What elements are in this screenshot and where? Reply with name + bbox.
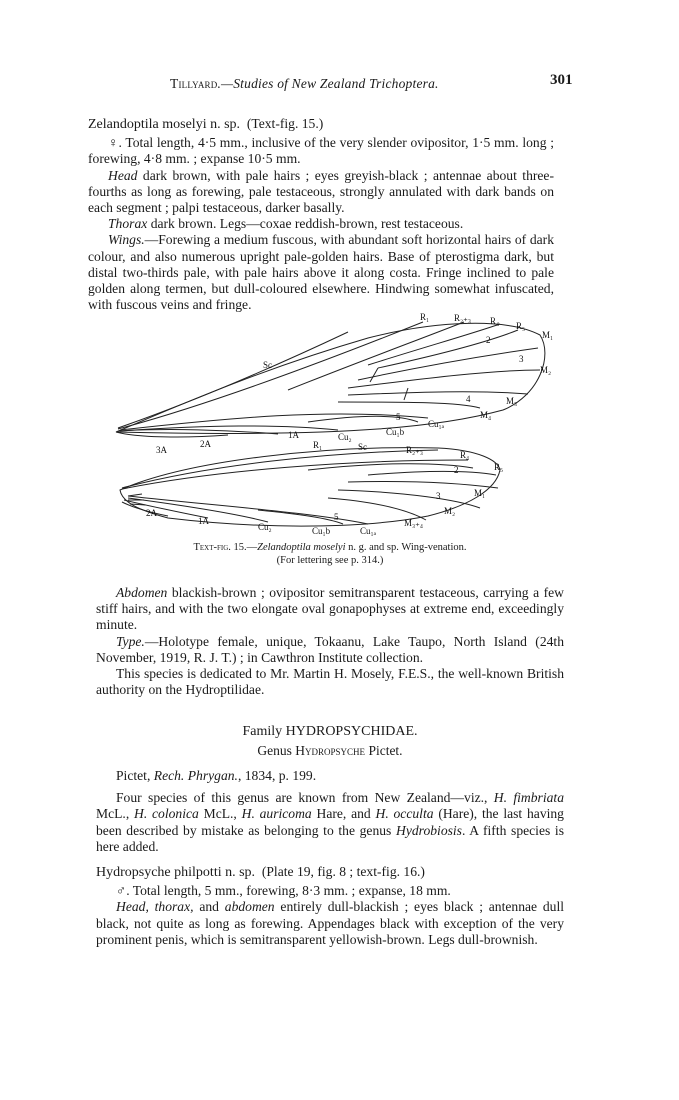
- species1-para-head: [88, 168, 554, 217]
- dedication-para: This species is dedicated to Mr. Martin H. Mosely, F.E.S., the well-known British authority on the Hydroptilidae.: [96, 666, 564, 698]
- fig-label-r5: R₅: [516, 321, 526, 331]
- fig-label-r23: R₂₊₃: [454, 313, 472, 323]
- species1-thorax-text: dark brown. Legs—coxae reddish-brown, rest testaceous.: [150, 216, 464, 232]
- species1-block: [88, 116, 554, 313]
- fig-label-3-fore: 3: [519, 354, 524, 364]
- species-colonica-author: McL.,: [203, 806, 237, 822]
- fig-label-m2: M₂: [540, 365, 552, 375]
- lead-abdomen: Abdomen: [116, 585, 168, 600]
- header-title: Studies of New Zealand Trichoptera.: [233, 76, 439, 91]
- fig-label-2a-fore: 2A: [200, 439, 211, 449]
- family-heading: Family HYDROPSYCHIDAE.: [242, 724, 418, 739]
- genus-name: Hydropsyche: [295, 743, 366, 758]
- species1-figref: (Text-fig. 15.): [246, 116, 324, 131]
- hindwing-vein-r1: [122, 460, 468, 489]
- fig-label-4-fore: 4: [466, 394, 471, 404]
- species1-para-thorax: [88, 216, 554, 232]
- hindwing-vein-m34: [328, 498, 426, 520]
- hindwing-vein-cu1a: [128, 496, 368, 524]
- forewing-vein-m1: [358, 348, 538, 380]
- species1-para-measure: ♀. Total length, 4·5 mm., inclusive of the very slender ovipositor, 1·5 mm. long ; forewing, 4·8 mm. ; expanse 10·5 mm.: [88, 135, 554, 167]
- species-colonica: H. colonica: [134, 806, 199, 822]
- fig-label-m2-hind: M₂: [444, 506, 456, 516]
- species2-description: [96, 899, 564, 948]
- genus-hydrobiosis: Hydrobiosis: [396, 822, 462, 838]
- species1-continued: [96, 585, 564, 698]
- lead-type: Type.: [116, 633, 145, 649]
- fig-label-cu1a-fore: Cu₁ₐ: [428, 419, 445, 429]
- genus-species-para: [96, 790, 564, 855]
- hindwing-vein-r4: [368, 471, 496, 475]
- genus-heading: [96, 743, 564, 759]
- species2-heading: Hydropsyche philpotti n. sp.: [96, 865, 256, 880]
- fig-label-sc-fore: Sc: [263, 360, 272, 370]
- forewing-vein-m3: [348, 392, 528, 395]
- species2-lead-abdomen: abdomen: [224, 899, 275, 915]
- species2-refs: (Plate 19, fig. 8 ; text-fig. 16.): [261, 864, 425, 879]
- fig-label-r1: R₁: [420, 312, 430, 322]
- species2-body: entirely dull-blackish ; eyes black ; antennae dull black, not quite as long as forewing. Appendages black with exception of the very prominent penis, which is semitransparent yellowish-brown. Legs dull-brownish.: [96, 899, 564, 947]
- fig-label-2-hind: 2: [454, 465, 459, 475]
- header-author: Tillyard: [170, 76, 218, 91]
- forewing-vein-r23: [288, 322, 464, 390]
- fig-label-sc-hind: Sc: [358, 442, 367, 452]
- ref-author: Pictet,: [116, 768, 151, 783]
- genus-para-c: . A fifth species is here added.: [96, 822, 564, 854]
- species2-block: [96, 864, 564, 948]
- running-header: Tillyard.—Studies of New Zealand Trichoptera.: [170, 76, 439, 91]
- species-auricoma: H. auricoma: [241, 806, 312, 822]
- lead-thorax: Thorax: [108, 216, 148, 232]
- fig-label-cu2-fore: Cu₂: [338, 432, 352, 442]
- fig-label-3-hind: 3: [436, 491, 441, 501]
- ref-rest: , 1834, p. 199.: [237, 768, 317, 783]
- fig-label-r5-hind: R₅: [494, 462, 504, 472]
- wing-venation-figure: [108, 310, 554, 540]
- species2-lead: Head, thorax,: [116, 899, 194, 915]
- fig-label-5-fore: 5: [396, 412, 401, 422]
- abdomen-para: [96, 585, 564, 634]
- fig-label-5-hind: 5: [334, 512, 339, 522]
- caption-species: Zelandoptila moselyi: [257, 542, 346, 553]
- fig-label-m1-hind: M₁: [474, 488, 486, 498]
- genus-para-a: Four species of this genus are known from New Zealand—viz.,: [116, 790, 488, 806]
- fig-label-r4-hind: R₄: [460, 450, 470, 460]
- genus-prefix: Genus: [257, 743, 292, 758]
- caption-rest: n. g. and sp. Wing-venation.: [348, 542, 467, 553]
- genus-block: [96, 768, 564, 855]
- fig-label-r4: R₄: [490, 316, 500, 326]
- ref-title: Rech. Phrygan.: [153, 768, 238, 783]
- genus-para-b: (Hare), the last having been described by mistake as belonging to the genus: [96, 806, 564, 838]
- species-occulta: H. occulta: [375, 806, 434, 822]
- forewing-vein-cu1b: [308, 416, 418, 422]
- fig-label-r1-hind: R₁: [313, 440, 323, 450]
- species-fimbriata-author: McL.,: [96, 806, 130, 822]
- fig-label-cu1b-fore: Cu₁b: [386, 427, 405, 437]
- caption-note: (For lettering see p. 314.): [276, 555, 384, 566]
- species2-heading-line: [96, 864, 564, 881]
- abdomen-text: blackish-brown ; ovipositor semitransparent testaceous, carrying a few stiff hairs, and with the two elongate oval gonapophyses at extreme end, exceedingly minute.: [96, 585, 564, 633]
- hindwing-outline: [120, 448, 500, 526]
- page-number: 301: [550, 72, 573, 88]
- species2-and: and: [199, 899, 219, 915]
- fig-label-cu1a-hind: Cu₁ₐ: [360, 526, 377, 536]
- fig-label-1a-hind: 1A: [198, 516, 209, 526]
- fig-label-cu1b-hind: Cu₁b: [312, 526, 331, 536]
- species1-para-wings: [88, 232, 554, 313]
- forewing-vein-r4: [368, 324, 500, 365]
- fig-label-m4: M₄: [480, 410, 492, 420]
- species2-measure: ♂. Total length, 5 mm., forewing, 8·3 mm. ; expanse, 18 mm.: [116, 883, 451, 899]
- fig-label-r23-hind: R₂₊₃: [406, 445, 424, 455]
- lead-wings: Wings.: [108, 232, 145, 248]
- fig-label-2a-hind: 2A: [146, 508, 157, 518]
- species1-head-text: dark brown, with pale hairs ; eyes greyish-black ; antennae about three-fourths as long as forewing, pale testaceous, strongly annulated with dark bands on each segment ; palpi testaceous, darker basally.: [88, 167, 554, 216]
- hindwing-vein-m2: [338, 490, 480, 508]
- fig-label-m1: M₁: [542, 330, 554, 340]
- species1-heading: Zelandoptila moselyi n. sp.: [88, 117, 241, 132]
- figure-caption: Text-fig. 15.—Zelandoptila moselyi n. g. and sp. Wing-venation. (For lettering see p. 314.): [193, 542, 467, 566]
- hindwing-vein-sc: [122, 450, 438, 488]
- fig-label-m3: M₃: [506, 396, 518, 406]
- fig-label-m34-hind: M₃₊₄: [404, 518, 424, 528]
- fig-label-2-fore: 2: [486, 335, 491, 345]
- species-auricoma-author: Hare, and: [316, 806, 371, 822]
- fig-label-3a-fore: 3A: [156, 445, 167, 455]
- caption-label: Text-fig. 15.: [193, 542, 247, 553]
- forewing-vein-m2: [348, 370, 540, 388]
- forewing-vein-m4: [338, 402, 480, 408]
- lead-head: Head: [108, 167, 138, 183]
- type-text: —Holotype female, unique, Tokaanu, Lake Taupo, North Island (24th November, 1919, R. J. T.) ; in Cawthron Institute collection.: [96, 633, 564, 665]
- species1-heading-line: [88, 116, 554, 133]
- forewing-crossvein-b: [404, 388, 408, 400]
- genus-author: Pictet.: [368, 743, 403, 758]
- fig-label-1a-fore: 1A: [288, 430, 299, 440]
- species-fimbriata: H. fimbriata: [493, 790, 564, 806]
- hindwing-vein-r23: [308, 464, 473, 470]
- type-para: [96, 634, 564, 666]
- forewing-crossvein-a: [370, 368, 378, 382]
- species1-wings-text: —Forewing a medium fuscous, with abundant soft horizontal hairs of dark colour, and also numerous upright pale-golden hairs. Base of pterostigma dark, but distal two-thirds pale, with pale hairs above it along costa. Fringe inclined to pale golden along termen, but dull-coloured elsewhere. Hindwing somewhat infuscated, with fuscous veins and fringe.: [88, 232, 554, 313]
- fig-label-cu2-hind: Cu₂: [258, 522, 272, 532]
- hindwing-vein-a2: [122, 502, 168, 516]
- genus-reference: [96, 768, 564, 784]
